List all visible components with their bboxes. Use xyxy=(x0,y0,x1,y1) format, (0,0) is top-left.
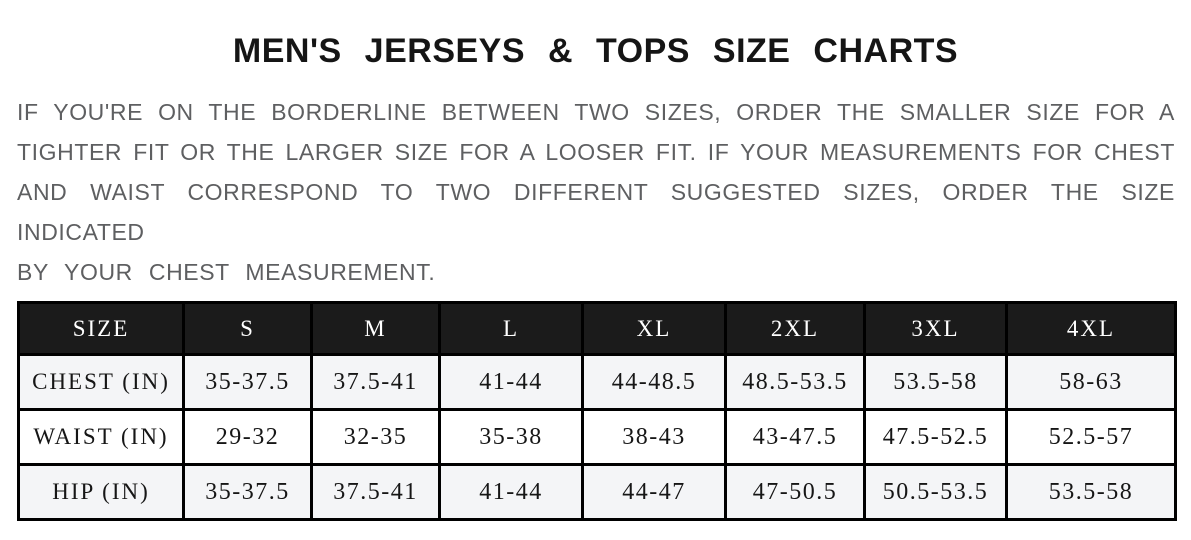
intro-line-1: IF YOU'RE ON THE BORDERLINE BETWEEN TWO SIZES, ORDER THE SMALLER SIZE FOR A xyxy=(17,99,1175,125)
cell-waist-4xl: 52.5-57 xyxy=(1007,410,1176,465)
cell-hip-2xl: 47-50.5 xyxy=(726,465,865,520)
cell-chest-m: 37.5-41 xyxy=(312,355,440,410)
cell-waist-2xl: 43-47.5 xyxy=(726,410,865,465)
cell-waist-m: 32-35 xyxy=(312,410,440,465)
cell-chest-3xl: 53.5-58 xyxy=(865,355,1007,410)
column-header-s: S xyxy=(184,303,312,355)
cell-waist-xl: 38-43 xyxy=(583,410,726,465)
cell-hip-l: 41-44 xyxy=(440,465,583,520)
column-header-2xl: 2XL xyxy=(726,303,865,355)
cell-waist-s: 29-32 xyxy=(184,410,312,465)
cell-chest-2xl: 48.5-53.5 xyxy=(726,355,865,410)
column-header-xl: XL xyxy=(583,303,726,355)
intro-line-2: TIGHTER FIT OR THE LARGER SIZE FOR A LOOSER FIT. IF YOUR MEASUREMENTS FOR CHEST xyxy=(17,139,1175,165)
cell-waist-l: 35-38 xyxy=(440,410,583,465)
cell-chest-xl: 44-48.5 xyxy=(583,355,726,410)
column-header-m: M xyxy=(312,303,440,355)
intro-paragraph xyxy=(17,92,1175,292)
cell-chest-s: 35-37.5 xyxy=(184,355,312,410)
row-label-hip: HIP (IN) xyxy=(19,465,184,520)
intro-line-3: AND WAIST CORRESPOND TO TWO DIFFERENT SUGGESTED SIZES, ORDER THE SIZE INDICATED xyxy=(17,179,1175,245)
column-header-size: SIZE xyxy=(19,303,184,355)
table-row-waist xyxy=(19,410,1176,465)
table-row-hip xyxy=(19,465,1176,520)
cell-hip-s: 35-37.5 xyxy=(184,465,312,520)
column-header-4xl: 4XL xyxy=(1007,303,1176,355)
column-header-3xl: 3XL xyxy=(865,303,1007,355)
cell-hip-xl: 44-47 xyxy=(583,465,726,520)
cell-chest-4xl: 58-63 xyxy=(1007,355,1176,410)
cell-hip-4xl: 53.5-58 xyxy=(1007,465,1176,520)
size-chart-page xyxy=(0,30,1191,540)
row-label-waist: WAIST (IN) xyxy=(19,410,184,465)
cell-waist-3xl: 47.5-52.5 xyxy=(865,410,1007,465)
cell-hip-m: 37.5-41 xyxy=(312,465,440,520)
intro-line-4: BY YOUR CHEST MEASUREMENT. xyxy=(17,259,436,285)
row-label-chest: CHEST (IN) xyxy=(19,355,184,410)
cell-chest-l: 41-44 xyxy=(440,355,583,410)
table-row-chest xyxy=(19,355,1176,410)
size-table-header-row xyxy=(19,303,1176,355)
cell-hip-3xl: 50.5-53.5 xyxy=(865,465,1007,520)
page-title: MEN'S JERSEYS & TOPS SIZE CHARTS xyxy=(232,32,959,70)
size-chart-table xyxy=(17,301,1177,521)
column-header-l: L xyxy=(440,303,583,355)
